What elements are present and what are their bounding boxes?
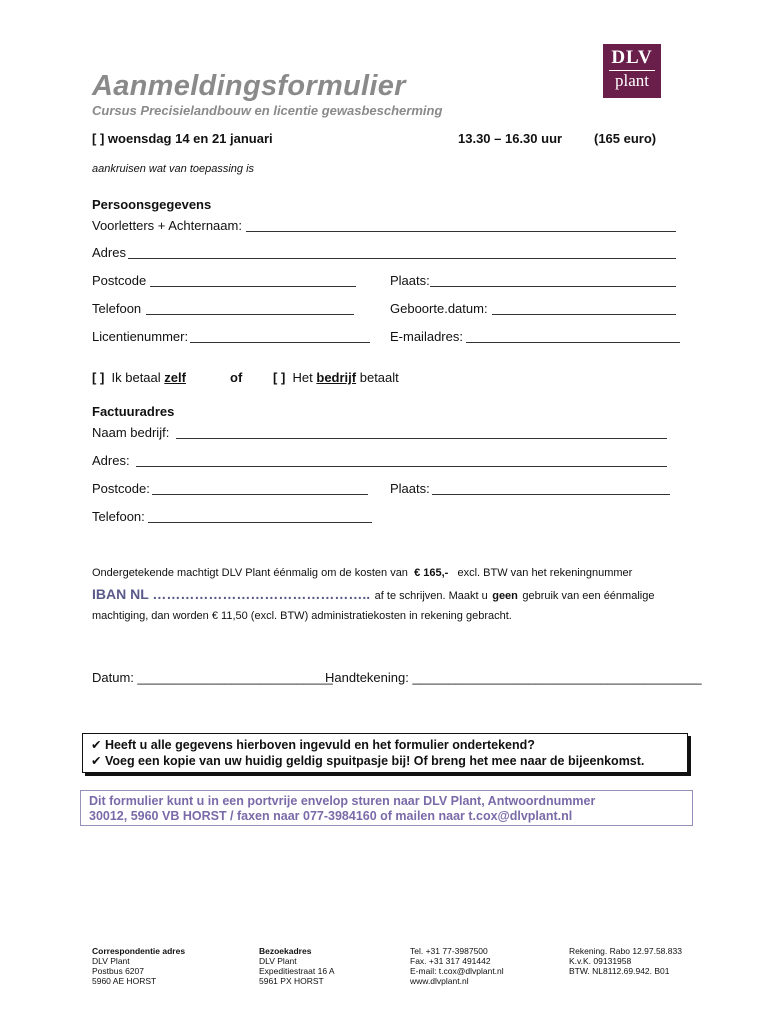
invoice-company-label: Naam bedrijf: bbox=[92, 425, 170, 440]
pay-self-option[interactable] bbox=[92, 370, 186, 385]
invoice-company-field[interactable] bbox=[176, 426, 667, 439]
course-checkbox[interactable]: [ ] bbox=[92, 131, 105, 146]
name-label: Voorletters + Achternaam: bbox=[92, 218, 242, 233]
address-label: Adres bbox=[92, 245, 126, 260]
hint-text: aankruisen wat van toepassing is bbox=[92, 163, 255, 175]
licence-label: Licentienummer: bbox=[92, 329, 189, 344]
birthdate-field[interactable] bbox=[492, 302, 676, 315]
footer-kvk: K.v.K. 09131958 bbox=[569, 956, 632, 966]
pay-company-prefix: Het bbox=[292, 370, 313, 385]
notice-line-2: ✔ Voeg een kopie van uw huidig geldig spuitpasje bij! Of breng het mee naar de bijeenkomst. bbox=[91, 754, 645, 768]
course-time: 13.30 – 16.30 uur bbox=[458, 131, 563, 146]
footer-contact bbox=[410, 946, 504, 986]
invoice-address-label: Adres: bbox=[92, 453, 130, 468]
footer-correspondence bbox=[92, 946, 185, 986]
city-label: Plaats: bbox=[390, 273, 430, 288]
pay-company-checkbox[interactable]: [ ] bbox=[273, 370, 286, 385]
course-price: (165 euro) bbox=[594, 131, 657, 146]
pay-company-option[interactable] bbox=[273, 370, 399, 385]
city-field[interactable] bbox=[430, 274, 676, 287]
footer-fax: Fax. +31 317 491442 bbox=[410, 956, 491, 966]
notice-line-1: ✔ Heeft u alle gegevens hierboven ingevuld en het formulier ondertekend? bbox=[91, 738, 535, 752]
footer-text: DLV Plant bbox=[259, 956, 297, 966]
mandate-text-b: excl. BTW van het rekeningnummer bbox=[457, 567, 633, 579]
postcode-label: Postcode bbox=[92, 273, 147, 288]
checklist-notice bbox=[82, 733, 688, 773]
birthdate-label: Geboorte.datum: bbox=[390, 301, 488, 316]
footer-vat: BTW. NL8112.69.942. B01 bbox=[569, 966, 670, 976]
dlv-plant-logo bbox=[603, 44, 661, 98]
pay-or: of bbox=[230, 370, 243, 385]
signature-field[interactable]: Handtekening: ________________________________________ bbox=[325, 670, 702, 685]
send-instructions bbox=[80, 790, 693, 826]
logo-text-plant: plant bbox=[615, 71, 649, 90]
mandate-amount: € 165,- bbox=[414, 567, 449, 579]
mandate-line-3: machtiging, dan worden € 11,50 (excl. BTW) administratiekosten in rekening gebracht. bbox=[92, 610, 512, 622]
address-field[interactable] bbox=[128, 246, 676, 259]
iban-field[interactable]: IBAN NL ……………………………………….. bbox=[92, 586, 371, 602]
name-field[interactable] bbox=[246, 219, 676, 232]
invoice-postcode-label: Postcode: bbox=[92, 481, 150, 496]
footer-phone: Tel. +31 77-3987500 bbox=[410, 946, 488, 956]
invoice-heading: Factuuradres bbox=[92, 404, 175, 419]
page-title: Aanmeldingsformulier bbox=[92, 70, 406, 102]
send-line-1: Dit formulier kunt u in een portvrije envelop sturen naar DLV Plant, Antwoordnummer bbox=[89, 794, 596, 808]
licence-field[interactable] bbox=[190, 330, 370, 343]
footer-correspondence-heading: Correspondentie adres bbox=[92, 946, 186, 956]
course-option[interactable] bbox=[92, 131, 273, 146]
email-label: E-mailadres: bbox=[390, 329, 463, 344]
mandate-line-1 bbox=[92, 567, 632, 579]
footer-website[interactable]: www.dlvplant.nl bbox=[410, 976, 469, 986]
invoice-phone-field[interactable] bbox=[148, 510, 372, 523]
invoice-city-field[interactable] bbox=[432, 482, 670, 495]
invoice-phone-label: Telefoon: bbox=[92, 509, 145, 524]
personal-heading: Persoonsgegevens bbox=[92, 197, 212, 212]
footer-text: 5961 PX HORST bbox=[259, 976, 324, 986]
footer-text: DLV Plant bbox=[92, 956, 130, 966]
email-field[interactable] bbox=[466, 330, 680, 343]
footer-text: 5960 AE HORST bbox=[92, 976, 157, 986]
phone-label: Telefoon bbox=[92, 301, 142, 316]
invoice-postcode-field[interactable] bbox=[152, 482, 368, 495]
date-field[interactable]: Datum: ___________________________ bbox=[92, 670, 333, 685]
mandate-line-2 bbox=[92, 586, 654, 604]
invoice-city-label: Plaats: bbox=[390, 481, 430, 496]
footer-text: Postbus 6207 bbox=[92, 966, 144, 976]
course-date: woensdag 14 en 21 januari bbox=[107, 131, 273, 146]
logo-text-dlv: DLV bbox=[611, 47, 653, 68]
footer-visit bbox=[259, 946, 335, 986]
footer-email[interactable]: E-mail: t.cox@dlvplant.nl bbox=[410, 966, 504, 976]
pay-company-suffix: betaalt bbox=[359, 370, 399, 385]
mandate-text-c: af te schrijven. Maakt u bbox=[374, 590, 488, 602]
page-subtitle: Cursus Precisielandbouw en licentie gewasbescherming bbox=[92, 103, 443, 118]
mandate-text-d: gebruik van een éénmalige bbox=[522, 590, 655, 602]
pay-self-word: zelf bbox=[164, 370, 186, 385]
footer-registration bbox=[569, 946, 682, 976]
postcode-field[interactable] bbox=[150, 274, 356, 287]
footer-bank: Rekening. Rabo 12.97.58.833 bbox=[569, 946, 682, 956]
send-line-2: 30012, 5960 VB HORST / faxen naar 077-3984160 of mailen naar t.cox@dlvplant.nl bbox=[89, 809, 573, 823]
pay-self-checkbox[interactable]: [ ] bbox=[92, 370, 105, 385]
pay-self-prefix: Ik betaal bbox=[111, 370, 161, 385]
pay-company-word: bedrijf bbox=[316, 370, 357, 385]
mandate-text-a: Ondergetekende machtigt DLV Plant éénmalig om de kosten van bbox=[92, 567, 408, 579]
phone-field[interactable] bbox=[146, 302, 354, 315]
invoice-address-field[interactable] bbox=[136, 454, 667, 467]
footer-text: Expeditiestraat 16 A bbox=[259, 966, 335, 976]
footer-visit-heading: Bezoekadres bbox=[259, 946, 312, 956]
mandate-geen: geen bbox=[492, 590, 518, 602]
